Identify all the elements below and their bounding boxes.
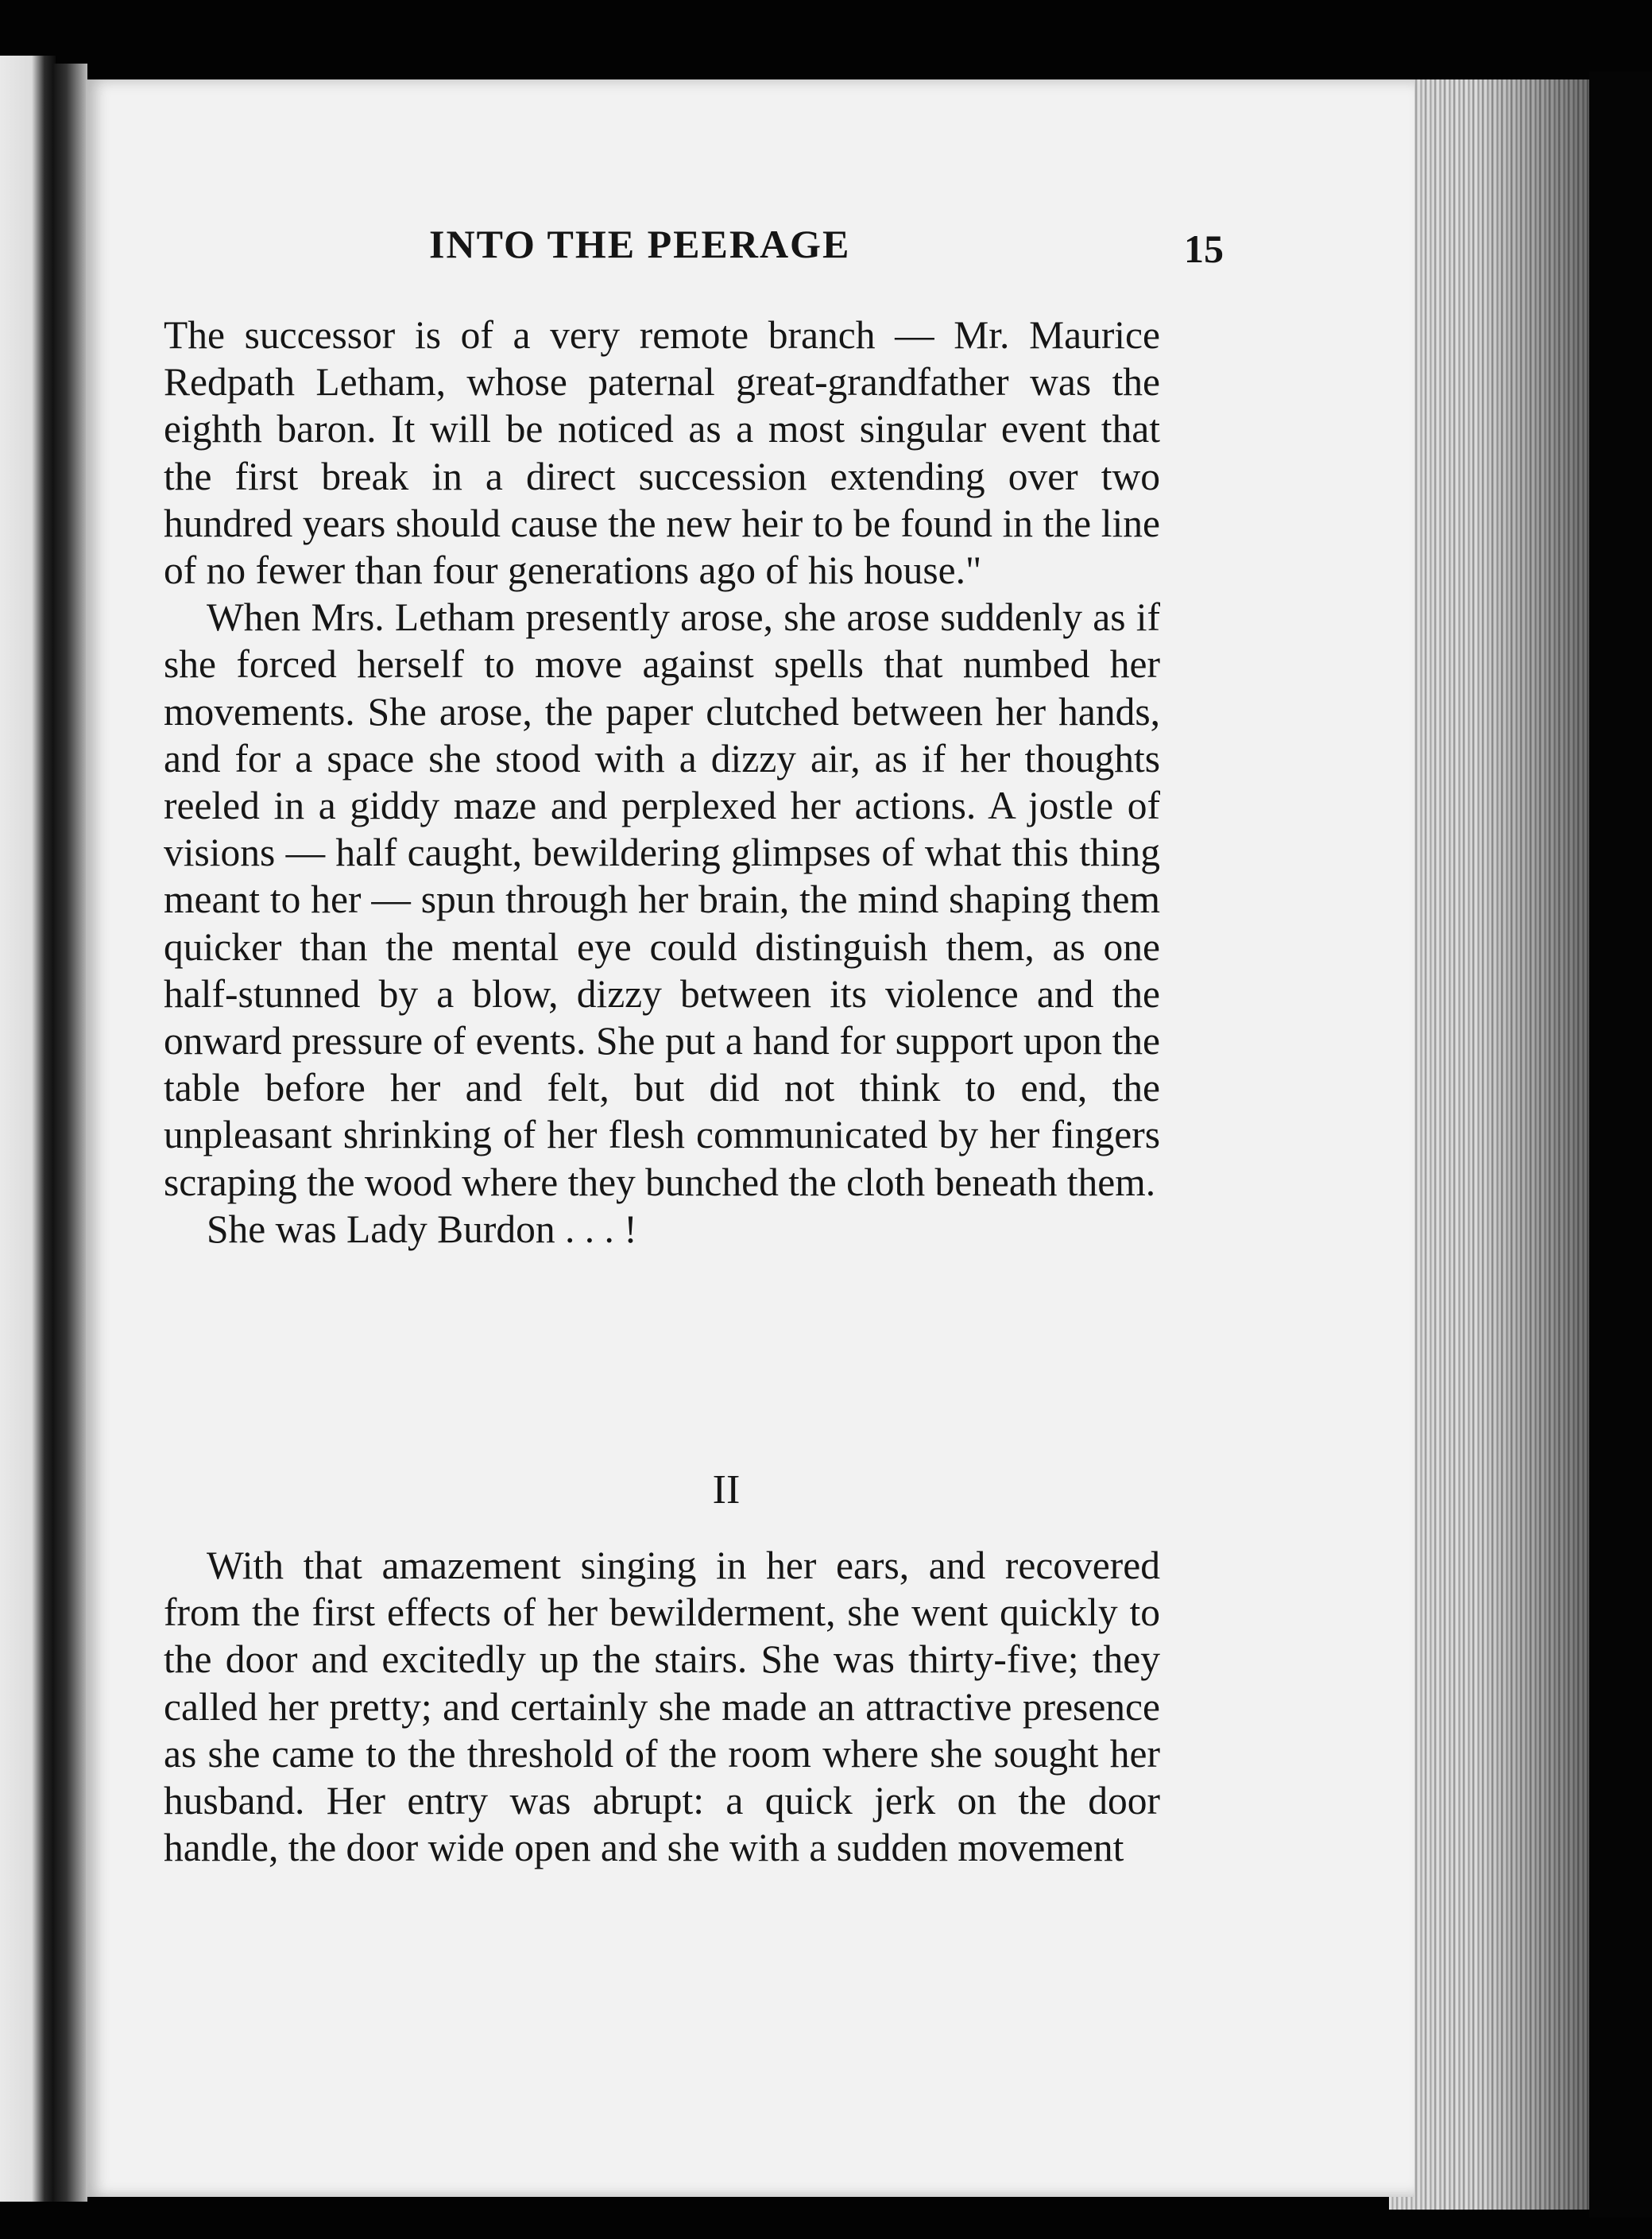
- running-head: [159, 221, 1224, 277]
- book-page: [86, 79, 1414, 2197]
- section-heading: II: [712, 1467, 741, 1513]
- section-two-text: [164, 1542, 1160, 1871]
- page-number: 15: [1184, 227, 1224, 271]
- paragraph: When Mrs. Letham presently arose, she arose suddenly as if she forced herself to move against spells that numbed her movements. She arose, the paper clutched between her hands, and for a space she stood with a dizzy air, as if her thoughts reeled in a giddy maze and perplexed her actions. A jostle of visions — half caught, bewildering glimpses of what this thing meant to her — spun through her brain, the mind shaping them quicker than the mental eye could distinguish them, as one half-stunned by a blow, dizzy between its violence and the onward pressure of events. She put a hand for support upon the table before her and felt, but did not think to end, the unpleasant shrinking of her flesh communicated by her fingers scraping the wood where they bunched the cloth beneath them.: [164, 595, 1160, 1204]
- paragraph: She was Lady Burdon . . . !: [207, 1207, 637, 1251]
- paragraph: The successor is of a very remote branch — Mr. Maurice Redpath Letham, whose paternal great-grandfather was the eighth baron. It will be noticed as a most singular event that the first break in a direct succession extending over two hundred years should cause the new heir to be found in the line of no fewer than four generations ago of his house.": [164, 313, 1160, 593]
- running-title: INTO THE PEERAGE: [429, 222, 851, 266]
- page-fore-edge: [1389, 79, 1604, 2210]
- right-margin-shadow: [1589, 72, 1652, 2218]
- section-one-text: [164, 312, 1160, 1253]
- paragraph: With that amazement singing in her ears, and recovered from the first effects of her bewilderment, she went quickly to the door and excitedly up the stairs. She was thirty-five; they called her pretty; and certainly she made an attractive presence as she came to the threshold of the room where she sought her husband. Her entry was abrupt: a quick jerk on the door handle, the door wide open and she with a sudden movement: [164, 1544, 1160, 1870]
- book-gutter: [52, 64, 87, 2202]
- facing-page-edge: [0, 56, 56, 2202]
